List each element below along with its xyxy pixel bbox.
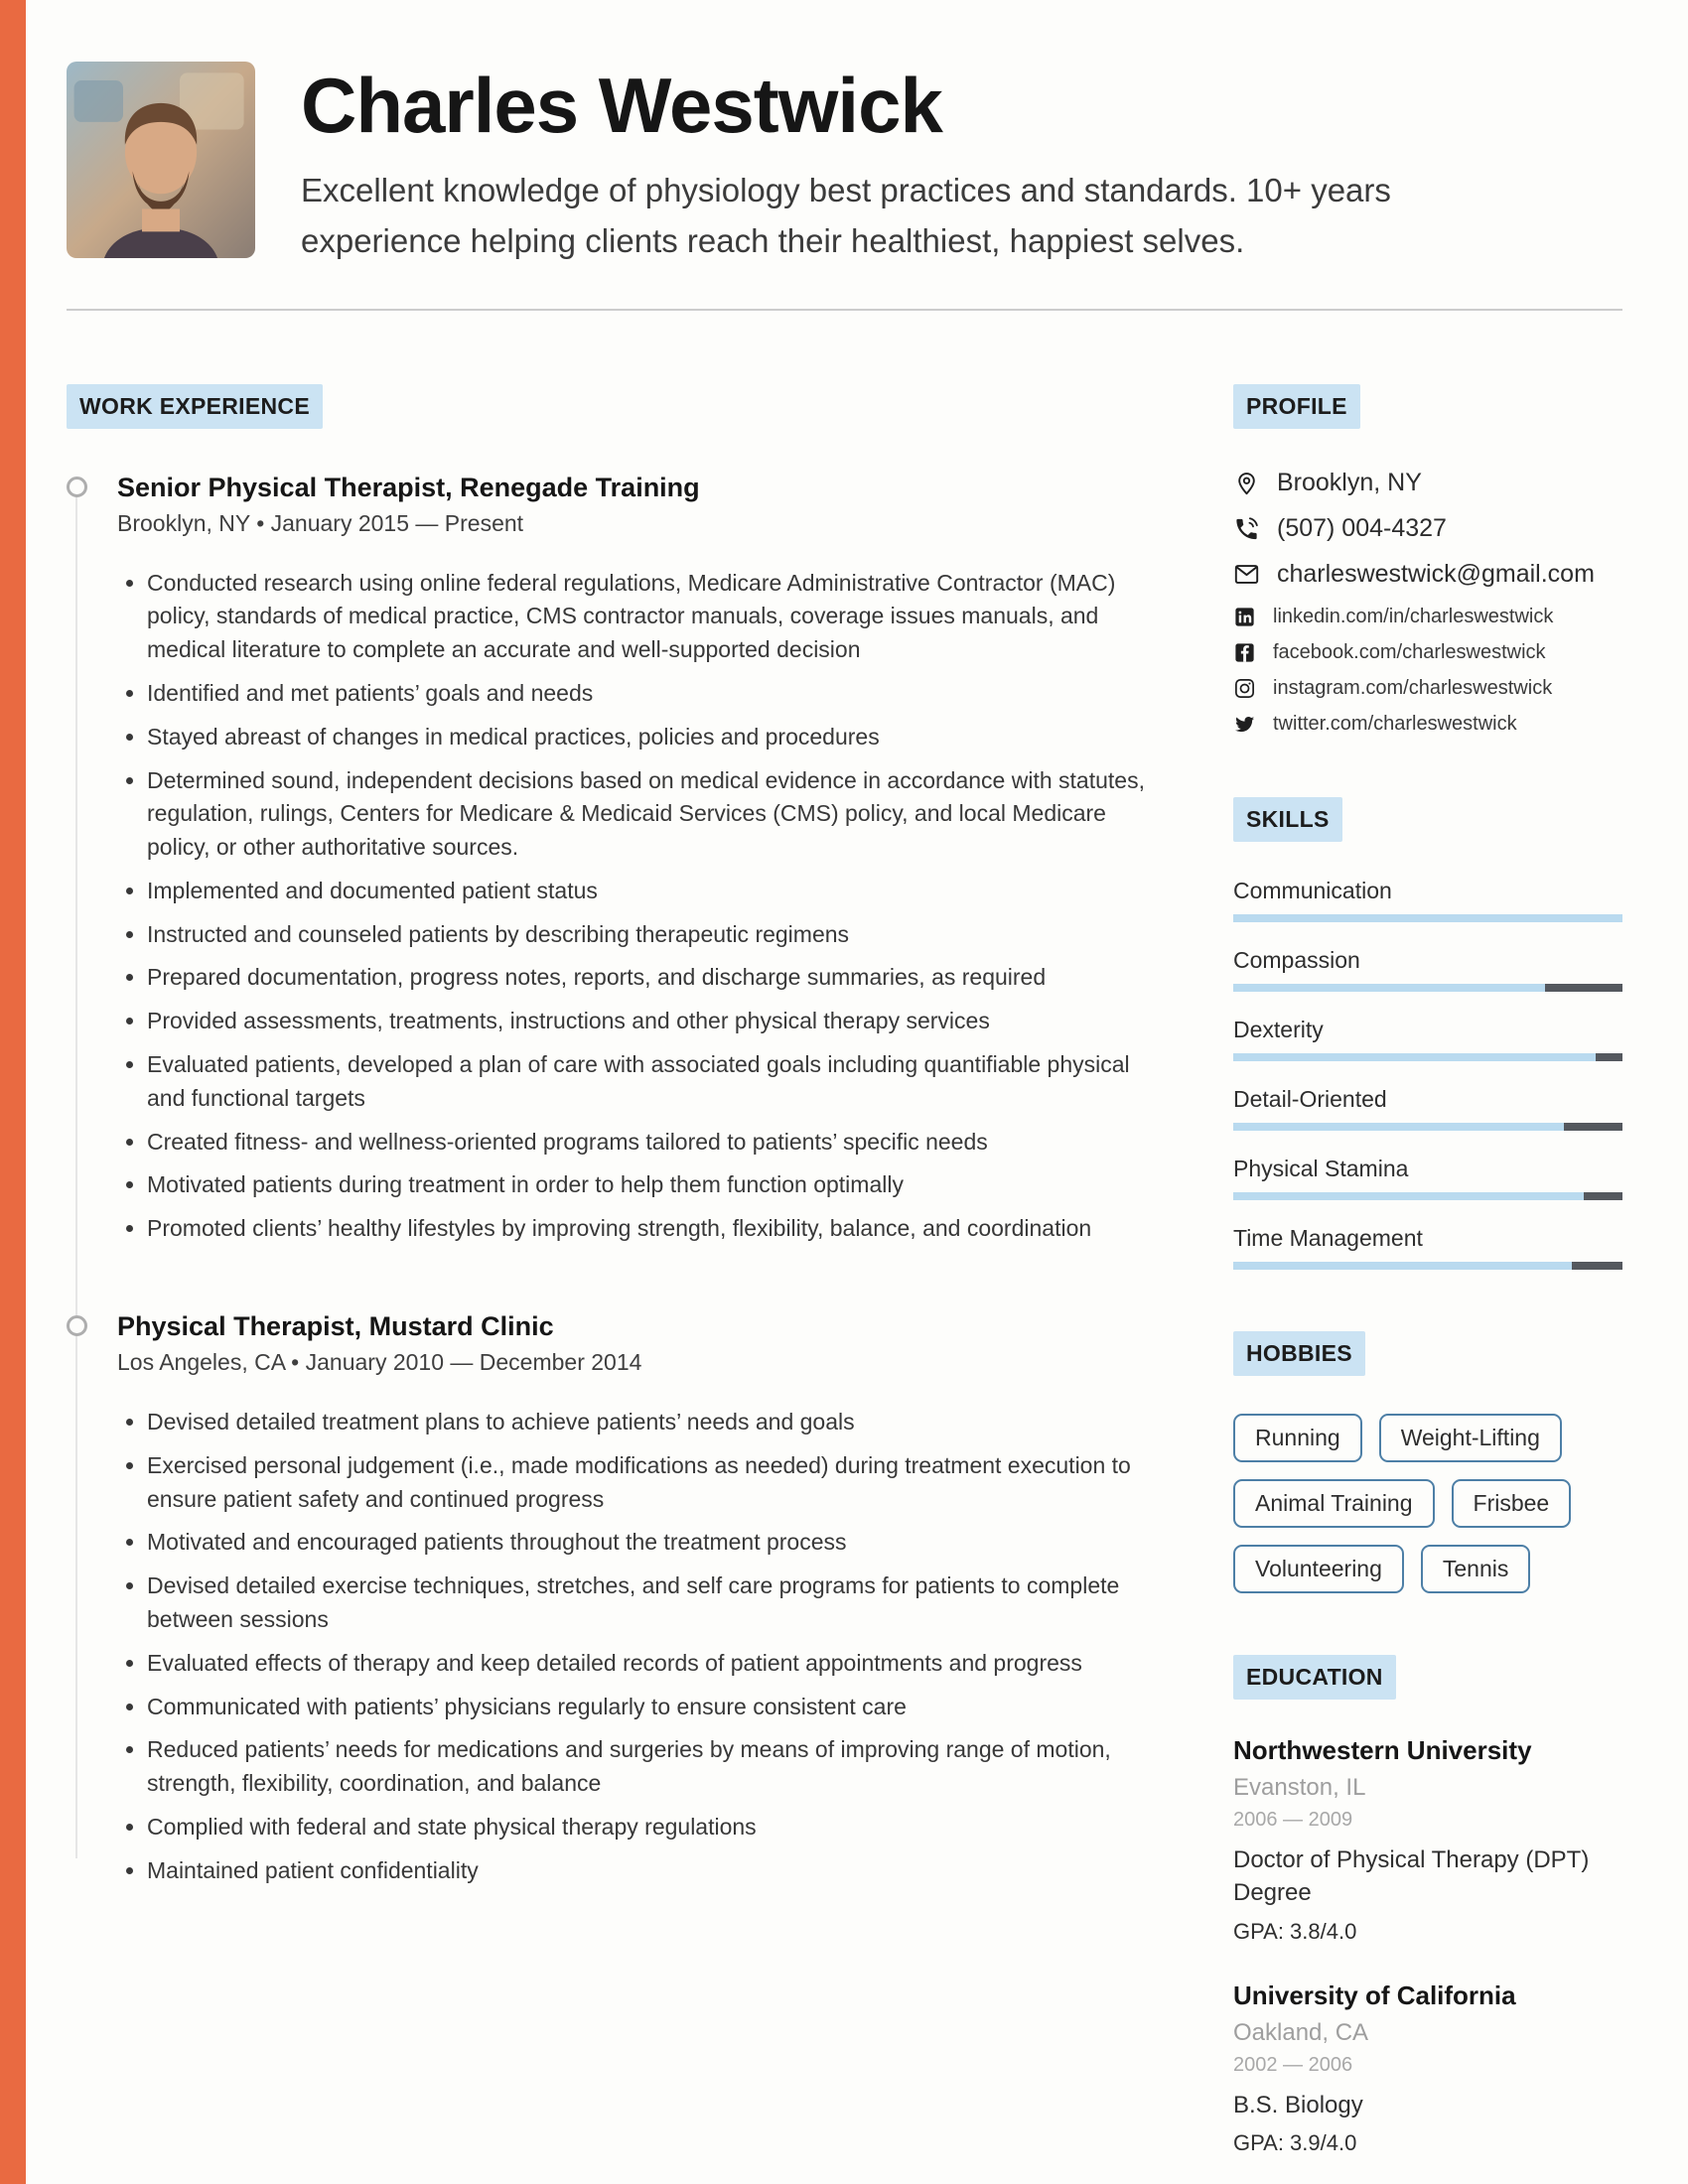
timeline-dot — [67, 477, 87, 497]
skill-detail-oriented — [1233, 1086, 1622, 1131]
hobby-tag-animal-training: Animal Training — [1233, 1479, 1435, 1528]
job-bullet: • Maintained patient confidentiality — [147, 1854, 1148, 1888]
contact-twitter-text: twitter.com/charleswestwick — [1273, 712, 1517, 735]
school-years: 2006 — 2009 — [1233, 1808, 1353, 1831]
education-entry-university-of-california — [1233, 1980, 1622, 2157]
job-bullet: • Evaluated patients, developed a plan of care with associated goals including quantifiable physical and functional targets — [147, 1048, 1148, 1116]
facebook-icon — [1233, 641, 1256, 664]
skills-list — [1233, 878, 1622, 1270]
school-degree: B.S. Biology — [1233, 2091, 1363, 2118]
skill-time-management — [1233, 1225, 1622, 1270]
school-gpa: GPA: 3.8/4.0 — [1233, 1918, 1357, 1944]
job-entry-senior-physical-therapist — [67, 473, 1148, 1247]
accent-stripe — [0, 0, 26, 2184]
twitter-icon — [1233, 713, 1256, 736]
linkedin-icon — [1233, 606, 1256, 628]
profile-photo-image — [67, 62, 255, 258]
job-bullet: • Provided assessments, treatments, instructions and other physical therapy services — [147, 1005, 1148, 1038]
contact-location-text: Brooklyn, NY — [1277, 468, 1422, 496]
job-meta: Los Angeles, CA • January 2010 — December 2014 — [117, 1349, 642, 1376]
job-bullet: • Promoted clients’ healthy lifestyles by improving strength, flexibility, balance, and coordination — [147, 1212, 1148, 1246]
school-years: 2002 — 2006 — [1233, 2053, 1353, 2076]
skill-bar — [1233, 1262, 1622, 1270]
job-bullet: • Exercised personal judgement (i.e., made modifications as needed) during treatment execution to ensure patient safety and continued progress — [147, 1449, 1148, 1517]
contact-location — [1233, 469, 1622, 497]
candidate-name: Charles Westwick — [301, 62, 942, 149]
skill-bar-fill — [1233, 1262, 1572, 1270]
skill-bar-fill — [1233, 1123, 1564, 1131]
school-location: Evanston, IL — [1233, 1773, 1366, 1801]
main-columns — [67, 384, 1622, 2157]
skill-bar — [1233, 914, 1622, 922]
contact-instagram[interactable] — [1233, 677, 1622, 700]
education-section — [1233, 1655, 1622, 2157]
job-bullet: • Identified and met patients’ goals and needs — [147, 677, 1148, 711]
hobby-tag-weight-lifting: Weight-Lifting — [1379, 1414, 1562, 1462]
hobby-tag-tennis: Tennis — [1421, 1545, 1530, 1593]
skill-bar — [1233, 984, 1622, 992]
job-bullet: • Stayed abreast of changes in medical practices, policies and procedures — [147, 721, 1148, 754]
contact-list — [1233, 469, 1622, 736]
contact-phone — [1233, 514, 1622, 543]
work-experience-heading: WORK EXPERIENCE — [67, 384, 323, 429]
job-bullet: • Determined sound, independent decisions based on medical evidence in accordance with statutes, regulation, rulings, Centers for Medicare & Medicaid Services (CMS) policy, and local Medicare policy, or other authoritative sources. — [147, 764, 1148, 865]
job-title: Physical Therapist, Mustard Clinic — [117, 1311, 554, 1342]
work-experience-section — [67, 384, 1148, 2157]
contact-linkedin[interactable] — [1233, 606, 1622, 628]
education-list — [1233, 1735, 1622, 2157]
skill-bar — [1233, 1192, 1622, 1200]
header — [67, 62, 1622, 267]
skill-bar-fill — [1233, 1192, 1584, 1200]
job-meta: Brooklyn, NY • January 2015 — Present — [117, 509, 524, 536]
sidebar — [1233, 384, 1622, 2157]
skill-communication — [1233, 878, 1622, 922]
skill-physical-stamina — [1233, 1156, 1622, 1200]
contact-twitter[interactable] — [1233, 713, 1622, 736]
skills-section — [1233, 797, 1622, 1270]
job-bullet: • Instructed and counseled patients by describing therapeutic regimens — [147, 918, 1148, 952]
hobbies-list — [1233, 1414, 1622, 1593]
email-icon — [1233, 561, 1260, 588]
jobs-timeline — [67, 473, 1148, 1888]
job-bullet: • Reduced patients’ needs for medications and surgeries by means of improving range of motion, strength, flexibility, coordination, and balance — [147, 1733, 1148, 1801]
contact-facebook-text: facebook.com/charleswestwick — [1273, 640, 1546, 663]
job-bullet: • Devised detailed treatment plans to achieve patients’ needs and goals — [147, 1406, 1148, 1439]
skill-label: Communication — [1233, 877, 1392, 903]
header-divider — [67, 309, 1622, 311]
profile-heading: PROFILE — [1233, 384, 1360, 429]
job-bullet: • Motivated patients during treatment in order to help them function optimally — [147, 1168, 1148, 1202]
skill-label: Time Management — [1233, 1224, 1423, 1251]
job-entry-physical-therapist — [67, 1311, 1148, 1888]
skill-label: Compassion — [1233, 946, 1360, 973]
education-heading: EDUCATION — [1233, 1655, 1396, 1700]
education-entry-northwestern — [1233, 1735, 1622, 1945]
skills-heading: SKILLS — [1233, 797, 1342, 842]
contact-email[interactable] — [1233, 560, 1622, 589]
school-location: Oakland, CA — [1233, 2018, 1369, 2046]
skill-bar-fill — [1233, 984, 1545, 992]
profile-section — [1233, 384, 1622, 736]
skill-label: Dexterity — [1233, 1016, 1324, 1042]
profile-photo — [67, 62, 255, 258]
skill-label: Physical Stamina — [1233, 1155, 1409, 1181]
skill-dexterity — [1233, 1017, 1622, 1061]
skill-compassion — [1233, 947, 1622, 992]
job-bullet: • Complied with federal and state physical therapy regulations — [147, 1811, 1148, 1844]
candidate-summary: Excellent knowledge of physiology best practices and standards. 10+ years experience helping clients reach their healthiest, happiest selves. — [301, 172, 1391, 260]
location-icon — [1233, 470, 1260, 496]
contact-facebook[interactable] — [1233, 641, 1622, 664]
skill-bar — [1233, 1123, 1622, 1131]
skill-label: Detail-Oriented — [1233, 1085, 1387, 1112]
hobbies-heading: HOBBIES — [1233, 1331, 1365, 1376]
job-bullet: • Created fitness- and wellness-oriented programs tailored to patients’ specific needs — [147, 1126, 1148, 1160]
contact-linkedin-text: linkedin.com/in/charleswestwick — [1273, 605, 1554, 627]
school-name: Northwestern University — [1233, 1734, 1532, 1765]
header-text — [301, 62, 1482, 267]
hobby-tag-volunteering: Volunteering — [1233, 1545, 1404, 1593]
contact-phone-text: (507) 004-4327 — [1277, 513, 1447, 542]
job-bullet-list — [117, 567, 1148, 1247]
phone-icon — [1233, 515, 1260, 542]
skill-bar — [1233, 1053, 1622, 1061]
job-bullet: • Communicated with patients’ physicians regularly to ensure consistent care — [147, 1691, 1148, 1724]
school-gpa: GPA: 3.9/4.0 — [1233, 2130, 1357, 2156]
hobby-tag-frisbee: Frisbee — [1452, 1479, 1572, 1528]
contact-email-text: charleswestwick@gmail.com — [1277, 559, 1595, 588]
job-bullet-list — [117, 1406, 1148, 1888]
school-name: University of California — [1233, 1979, 1516, 2010]
hobby-tag-running: Running — [1233, 1414, 1362, 1462]
job-bullet: • Implemented and documented patient status — [147, 875, 1148, 908]
skill-bar-fill — [1233, 914, 1622, 922]
job-bullet: • Prepared documentation, progress notes, reports, and discharge summaries, as required — [147, 961, 1148, 995]
resume-content — [67, 0, 1622, 2156]
hobbies-section — [1233, 1331, 1622, 1593]
job-bullet: • Devised detailed exercise techniques, stretches, and self care programs for patients to complete between sessions — [147, 1570, 1148, 1637]
job-bullet: • Evaluated effects of therapy and keep detailed records of patient appointments and progress — [147, 1647, 1148, 1681]
instagram-icon — [1233, 677, 1256, 700]
contact-instagram-text: instagram.com/charleswestwick — [1273, 676, 1553, 699]
job-bullet: • Motivated and encouraged patients throughout the treatment process — [147, 1526, 1148, 1560]
skill-bar-fill — [1233, 1053, 1596, 1061]
job-bullet: • Conducted research using online federal regulations, Medicare Administrative Contractor (MAC) policy, standards of medical practice, CMS contractor manuals, coverage issues manuals, and medical literature to complete an accurate and well-supported decision — [147, 567, 1148, 667]
job-title: Senior Physical Therapist, Renegade Training — [117, 472, 700, 502]
school-degree: Doctor of Physical Therapy (DPT) Degree — [1233, 1845, 1590, 1907]
timeline-dot — [67, 1315, 87, 1336]
